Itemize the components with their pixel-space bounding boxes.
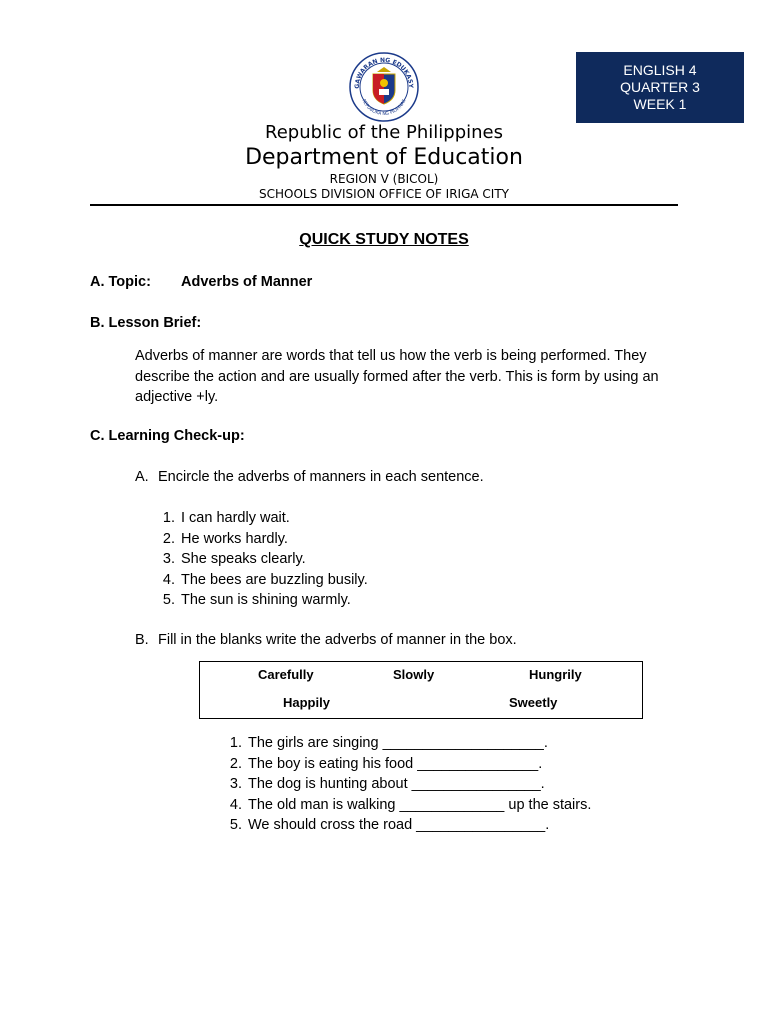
deped-seal: [349, 52, 419, 122]
list-item: 4. The old man is walking _____________ up the stairs.: [229, 796, 592, 813]
list-item: 2. The boy is eating his food _______________.: [229, 755, 543, 772]
svg-text:REPUBLIKA NG PILIPINAS: REPUBLIKA NG PILIPINAS: [360, 98, 408, 118]
part-a-text: Encircle the adverbs of manners in each sentence.: [158, 469, 484, 485]
header-divider: [90, 204, 678, 206]
badge-week: WEEK 1: [633, 96, 687, 112]
lesson-brief-label: B. Lesson Brief:: [90, 315, 202, 331]
word-box-item: Carefully: [258, 667, 314, 682]
part-b-text: Fill in the blanks write the adverbs of manner in the box.: [158, 632, 517, 648]
topic-label: A. Topic:: [90, 274, 151, 290]
topic-value: Adverbs of Manner: [181, 274, 313, 290]
word-box-item: Slowly: [393, 667, 435, 682]
word-box-item: Happily: [283, 695, 330, 710]
list-item: 5. We should cross the road ________________.: [229, 817, 550, 833]
word-box-item: Sweetly: [509, 695, 558, 710]
checkup-label: C. Learning Check-up:: [90, 428, 245, 444]
list-item: 4. The bees are buzzling busily.: [162, 571, 368, 588]
lesson-brief-text: Adverbs of manner are words that tell us how the verb is being performed. They describe the action and are usually formed after the verb. This is form by using an adjective +ly.: [135, 348, 659, 405]
subject-badge: [576, 52, 744, 123]
list-item: 2. He works hardly.: [162, 530, 288, 547]
badge-quarter: QUARTER 3: [620, 79, 700, 95]
part-a-instruction: [135, 469, 484, 485]
word-box: [199, 661, 643, 719]
part-a-list: [158, 508, 368, 611]
part-b-list: [225, 733, 591, 836]
badge-subject: ENGLISH 4: [623, 62, 697, 78]
list-item: 3. She speaks clearly.: [162, 551, 306, 567]
list-item: 3. The dog is hunting about ________________.: [229, 776, 545, 792]
department-heading: Department of Education: [245, 145, 523, 170]
svg-text:KAGAWARAN NG EDUKASYON: GAWARAN NG EDUKASY: [353, 56, 415, 89]
republic-heading: Republic of the Philippines: [265, 122, 503, 143]
list-item: 1. The girls are singing ____________________.: [229, 735, 548, 751]
list-item: 5. The sun is shining warmly.: [162, 592, 351, 608]
region-line: REGION V (BICOL): [329, 172, 439, 186]
page-title: QUICK STUDY NOTES: [299, 231, 469, 248]
part-a-letter: A.: [135, 469, 149, 485]
division-line: SCHOOLS DIVISION OFFICE OF IRIGA CITY: [259, 187, 509, 201]
word-box-item: Hungrily: [529, 667, 582, 682]
part-b-instruction: [135, 632, 517, 648]
list-item: 1. I can hardly wait.: [162, 510, 290, 526]
part-b-letter: B.: [135, 632, 149, 648]
